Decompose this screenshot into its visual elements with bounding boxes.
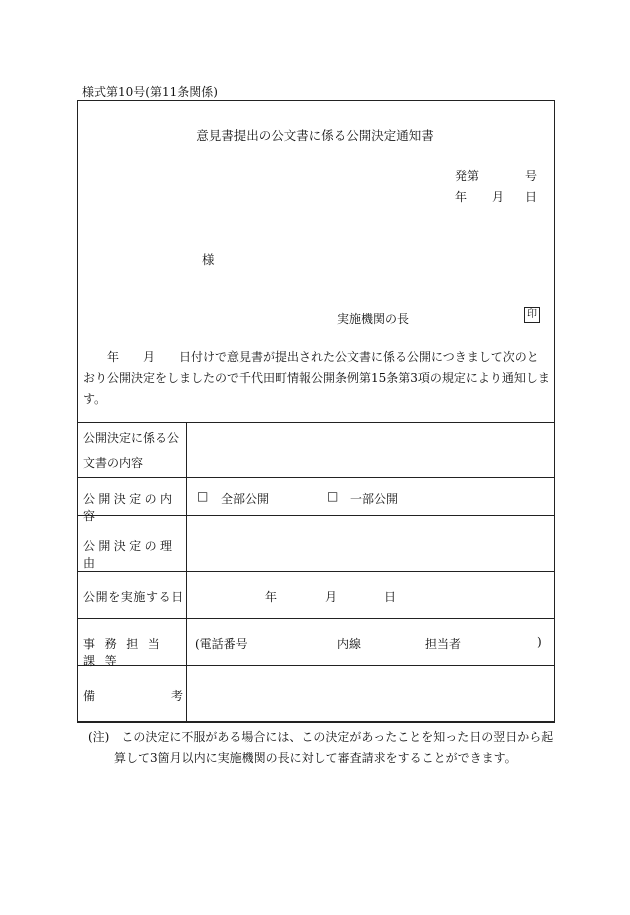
issue-date-month: 月	[492, 190, 505, 204]
label-text: 文書の内容	[83, 456, 144, 470]
note-line: (注) この決定に不服がある場合には、この決定があったことを知った日の翌日から起	[88, 730, 554, 744]
label-text: 考	[171, 689, 184, 703]
close-paren: )	[537, 635, 542, 649]
row-document-content	[77, 423, 555, 478]
decision-table	[77, 422, 555, 703]
issuer-name: 実施機関の長	[337, 312, 410, 326]
impl-month: 月	[325, 590, 338, 604]
option-full-disclosure: 全部公開	[221, 492, 270, 506]
body-line: おり公開決定をしましたので千代田町情報公開条例第15条第3項の規定により通知しま	[83, 371, 550, 385]
body-line: す。	[83, 392, 107, 406]
value-implementation-date	[188, 572, 555, 618]
row-decision-content	[77, 478, 555, 523]
value-remarks[interactable]	[188, 666, 555, 722]
seal-mark: 印	[524, 307, 540, 323]
label-implementation-date	[77, 572, 187, 618]
label-text: 公開を実施する日	[83, 590, 184, 604]
row-decision-reason	[77, 516, 555, 572]
label-document-content	[77, 423, 187, 477]
label-text: 事務担当課等	[83, 637, 170, 668]
issue-date-year: 年	[455, 190, 468, 204]
document-title: 意見書提出の公文書に係る公開決定通知書	[196, 128, 434, 143]
label-text: 備	[83, 689, 96, 703]
checkbox-full-disclosure[interactable]: □	[197, 489, 209, 503]
issue-number-suffix: 号	[524, 169, 537, 183]
impl-year: 年	[265, 590, 278, 604]
label-remarks	[77, 666, 187, 722]
value-decision-content	[188, 478, 555, 515]
option-partial-disclosure: 一部公開	[350, 492, 399, 506]
label-decision-reason	[77, 516, 187, 571]
label-office	[77, 619, 187, 668]
value-decision-reason[interactable]	[188, 516, 555, 571]
phone-label: (電話番号	[195, 637, 248, 651]
label-text: 公開決定に係る公	[83, 431, 180, 445]
value-office	[188, 619, 555, 665]
checkbox-partial-disclosure[interactable]: □	[327, 489, 339, 503]
impl-day: 日	[384, 590, 397, 604]
row-remarks	[77, 666, 555, 723]
value-document-content[interactable]	[188, 423, 555, 477]
row-implementation-date	[77, 572, 555, 619]
note-line: 算して3箇月以内に実施機関の長に対して審査請求をすることができます。	[114, 751, 517, 765]
form-number-label: 様式第10号(第11条関係)	[82, 85, 218, 99]
label-decision-content	[77, 478, 187, 523]
label-text: 公開決定の理由	[83, 539, 176, 570]
body-line: 年 月 日付けで意見書が提出された公文書に係る公開につきまして次のと	[83, 350, 539, 364]
notice-body	[83, 347, 549, 410]
issue-date-day: 日	[524, 190, 537, 204]
issue-number-prefix: 発第	[455, 169, 480, 183]
person-label: 担当者	[425, 637, 462, 651]
appeal-note	[88, 727, 553, 769]
label-text: 公開決定の内容	[83, 492, 176, 523]
extension-label: 内線	[337, 637, 362, 651]
row-office	[77, 619, 555, 666]
addressee: 様	[202, 252, 215, 267]
